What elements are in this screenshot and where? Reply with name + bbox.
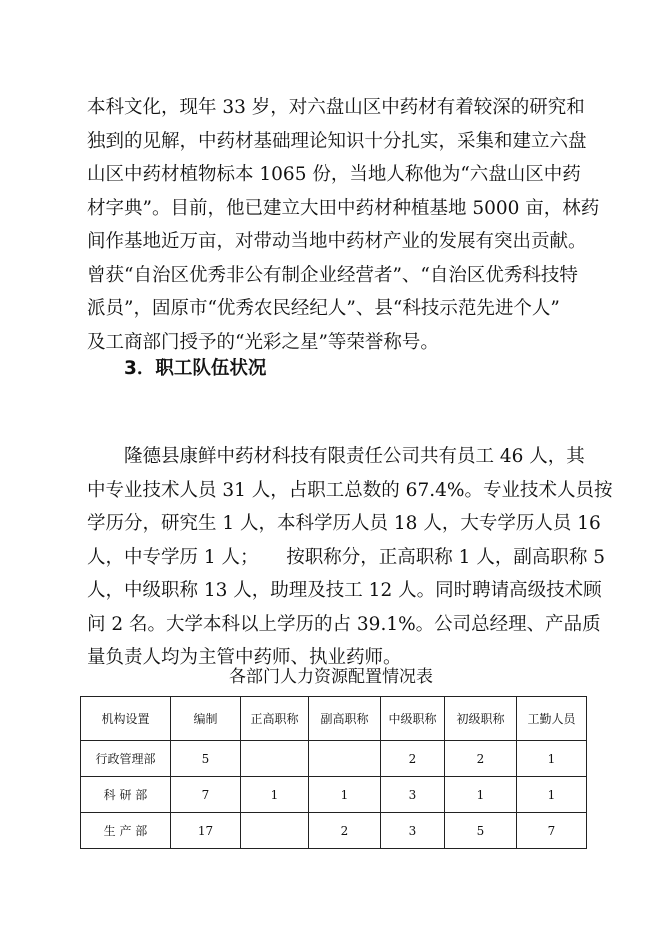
text-line: 及工商部门授予的“光彩之星”等荣誉称号。 [87, 331, 439, 353]
paragraph-biography [87, 91, 600, 359]
text-line: 独到的见解，中药材基础理论知识十分扎实，采集和建立六盘 [87, 130, 587, 152]
table-cell: 2 [445, 741, 517, 777]
header-cell: 工勤人员 [517, 697, 587, 741]
table-cell: 2 [309, 813, 381, 849]
table-cell [309, 741, 381, 777]
header-cell: 正高职称 [241, 697, 309, 741]
table-cell: 2 [381, 741, 445, 777]
header-cell: 中级职称 [381, 697, 445, 741]
text-line: 本科文化，现年 33 岁，对六盘山区中药材有着较深的研究和 [87, 97, 585, 118]
table-cell: 1 [309, 777, 381, 813]
text-line: 材字典”。目前，他已建立大田中药材种植基地 5000 亩，林药 [87, 197, 600, 219]
table-cell: 行政管理部 [81, 741, 171, 777]
text-line: 问 2 名。大学本科以上学历的占 39.1%。公司总经理、产品质 [87, 613, 601, 635]
table-cell: 1 [445, 777, 517, 813]
table-cell: 5 [445, 813, 517, 849]
text-line: 山区中药材植物标本 1065 份，当地人称他为“六盘山区中药 [87, 164, 581, 185]
text-line: 间作基地近万亩，对带动当地中药材产业的发展有突出贡献。 [87, 231, 587, 252]
text-line: 曾获“自治区优秀非公有制企业经营者”、“自治区优秀科技特 [87, 264, 578, 286]
text-line: 人，中级职称 13 人，助理及技工 12 人。同时聘请高级技术顾 [87, 580, 602, 601]
table-title: 各部门人力资源配置情况表 [229, 667, 433, 687]
section-heading: 3．职工队伍状况 [124, 358, 267, 379]
table-header-row [81, 697, 587, 741]
table-cell [241, 813, 309, 849]
table-row [81, 777, 587, 813]
table-cell: 5 [171, 741, 241, 777]
table-row [81, 813, 587, 849]
text-line: 隆德县康鲜中药材科技有限责任公司共有员工 46 人，其 [87, 446, 585, 467]
header-cell: 副高职称 [309, 697, 381, 741]
staffing-table [80, 696, 587, 849]
table-cell: 科 研 部 [81, 777, 171, 813]
table-cell: 3 [381, 813, 445, 849]
table-cell [241, 741, 309, 777]
text-line: 派员”，固原市“优秀农民经纪人”、县“科技示范先进个人” [87, 298, 560, 319]
table-cell: 1 [517, 741, 587, 777]
table-cell: 1 [517, 777, 587, 813]
table-cell: 7 [171, 777, 241, 813]
text-line: 人，中专学历 1 人； 按职称分，正高职称 1 人，副高职称 5 [87, 546, 605, 568]
table-cell: 1 [241, 777, 309, 813]
table-row [81, 741, 587, 777]
table-cell: 生 产 部 [81, 813, 171, 849]
paragraph-staff-status [87, 440, 613, 675]
table-cell: 17 [171, 813, 241, 849]
text-line: 学历分，研究生 1 人，本科学历人员 18 人，大专学历人员 16 [87, 513, 601, 534]
header-cell: 编制 [171, 697, 241, 741]
text-line: 中专业技术人员 31 人，占职工总数的 67.4%。专业技术人员按 [87, 479, 613, 501]
table-cell: 3 [381, 777, 445, 813]
header-cell: 初级职称 [445, 697, 517, 741]
text-line: 量负责人均为主管中药师、执业药师。 [87, 647, 402, 668]
table-cell: 7 [517, 813, 587, 849]
header-cell: 机构设置 [81, 697, 171, 741]
